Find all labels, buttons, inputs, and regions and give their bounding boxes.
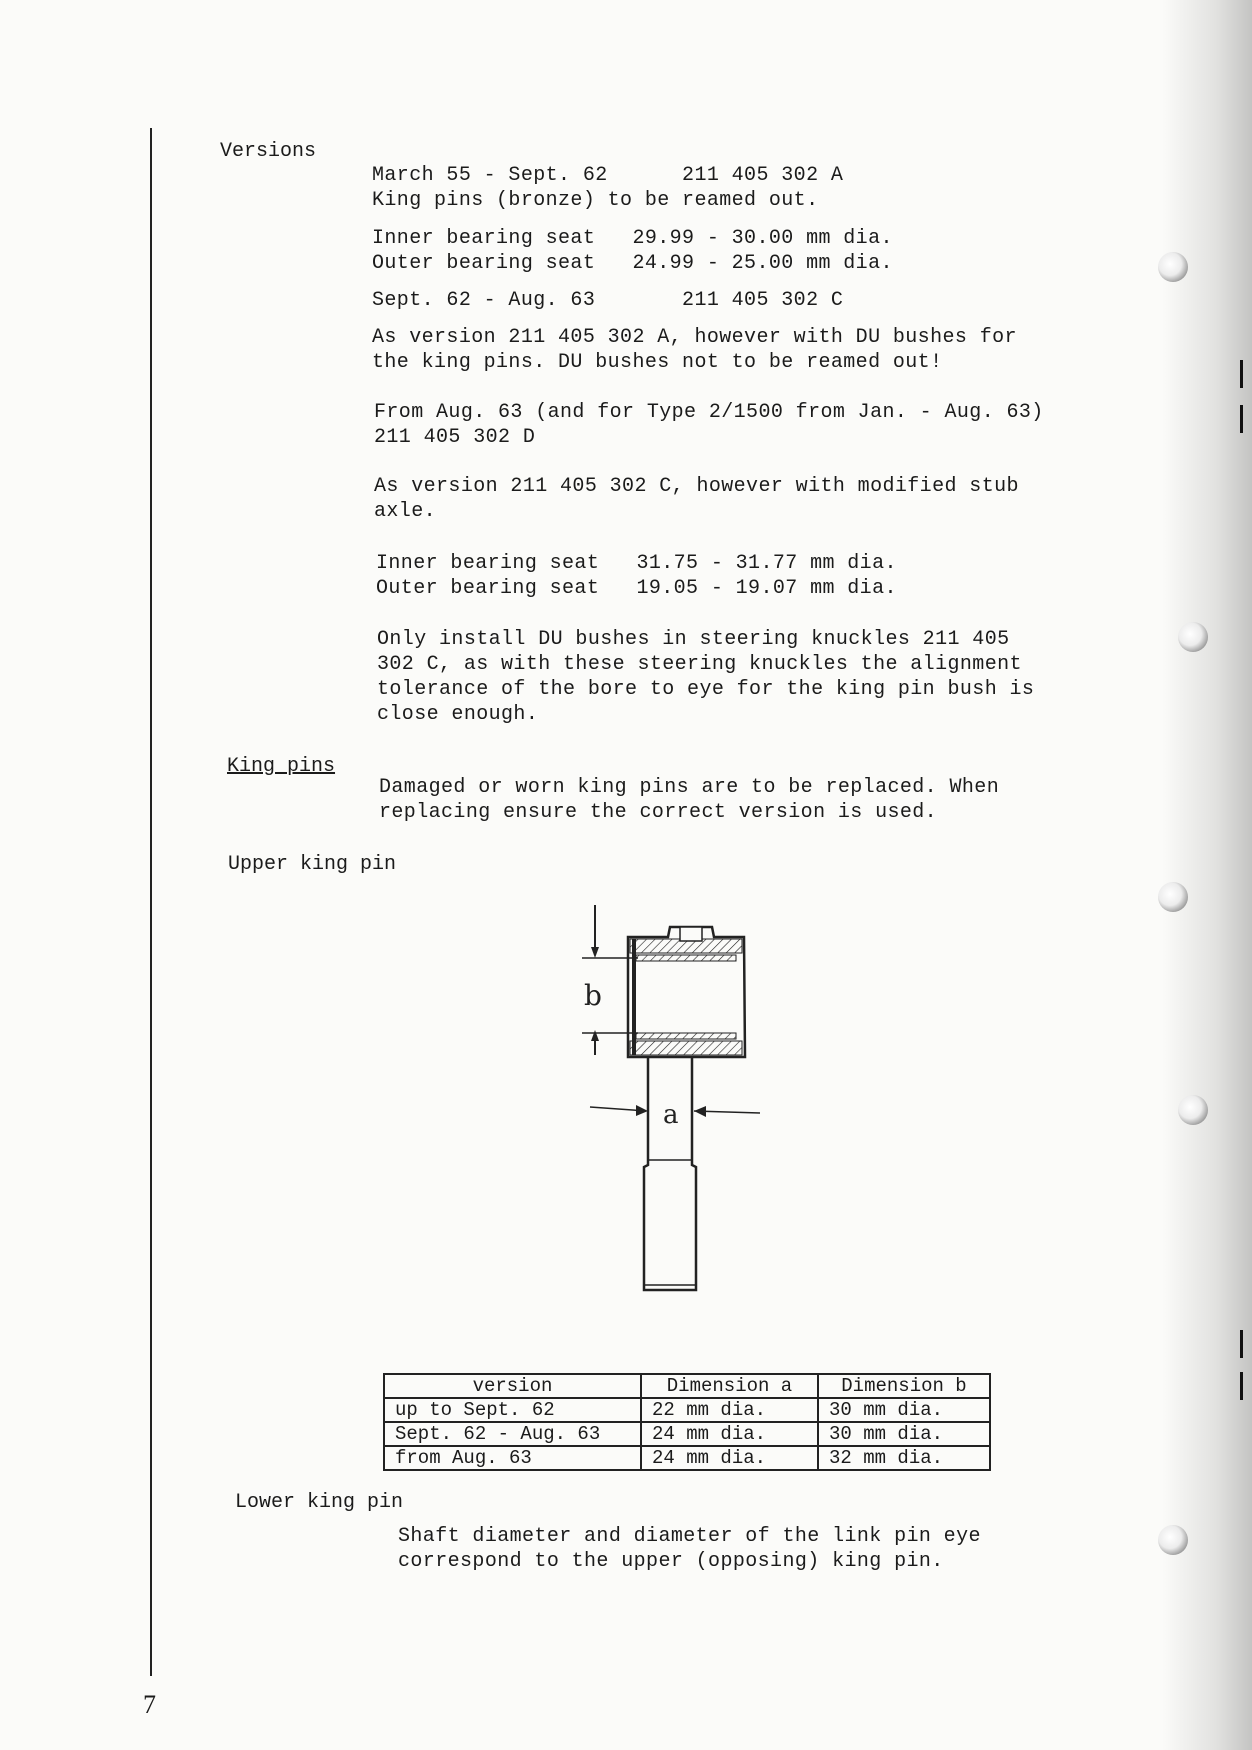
version-d-note-line: As version 211 405 302 C, however with modified stub — [374, 475, 1019, 498]
table-cell: 30 mm dia. — [818, 1398, 990, 1422]
upper-king-pin-heading: Upper king pin — [228, 853, 397, 876]
table-header-row — [384, 1374, 990, 1398]
table-cell: 24 mm dia. — [641, 1446, 818, 1470]
table-header-cell: Dimension a — [641, 1374, 818, 1398]
binder-hole — [1178, 622, 1208, 652]
lower-king-pin-text-line: Shaft diameter and diameter of the link pin eye — [398, 1525, 981, 1548]
du-bush-note-line: Only install DU bushes in steering knuckles 211 405 — [377, 628, 1010, 651]
du-bush-note-line: 302 C, as with these steering knuckles the alignment — [377, 653, 1022, 676]
margin-rule — [150, 128, 152, 1676]
table-cell: 24 mm dia. — [641, 1422, 818, 1446]
version-d-title: From Aug. 63 (and for Type 2/1500 from Jan. - Aug. 63) — [374, 401, 1044, 424]
upper-king-pin-diagram — [570, 905, 790, 1305]
version-d-outer-seat: Outer bearing seat 19.05 - 19.07 mm dia. — [376, 577, 897, 600]
version-d-note-line: axle. — [374, 500, 437, 523]
table-row — [384, 1422, 990, 1446]
binder-mark — [1240, 360, 1243, 388]
table-row — [384, 1446, 990, 1470]
lower-king-pin-text-line: correspond to the upper (opposing) king pin. — [398, 1550, 944, 1573]
table-cell: 32 mm dia. — [818, 1446, 990, 1470]
binder-hole — [1158, 882, 1188, 912]
du-bush-note-line: tolerance of the bore to eye for the king pin bush is — [377, 678, 1035, 701]
binder-hole — [1178, 1095, 1208, 1125]
table-cell: from Aug. 63 — [384, 1446, 641, 1470]
table-cell: 30 mm dia. — [818, 1422, 990, 1446]
du-bush-note-line: close enough. — [377, 703, 539, 726]
king-pin-dimensions-table — [383, 1373, 991, 1471]
lower-king-pin-heading: Lower king pin — [235, 1491, 404, 1514]
table-cell: Sept. 62 - Aug. 63 — [384, 1422, 641, 1446]
table-header-cell: Dimension b — [818, 1374, 990, 1398]
dimension-b-label: b — [584, 979, 602, 1012]
version-a-outer-seat: Outer bearing seat 24.99 - 25.00 mm dia. — [372, 252, 893, 275]
dimension-a-label: a — [663, 1100, 679, 1130]
version-a-title: March 55 - Sept. 62 211 405 302 A — [372, 164, 844, 187]
king-pins-text-line: replacing ensure the correct version is used. — [379, 801, 938, 824]
table-cell: up to Sept. 62 — [384, 1398, 641, 1422]
binder-mark — [1240, 1372, 1243, 1400]
table-header-cell: version — [384, 1374, 641, 1398]
versions-heading: Versions — [220, 140, 317, 163]
binder-mark — [1240, 405, 1243, 433]
version-d-inner-seat: Inner bearing seat 31.75 - 31.77 mm dia. — [376, 552, 897, 575]
version-d-number: 211 405 302 D — [374, 426, 536, 449]
king-pins-heading: King pins — [227, 755, 336, 778]
table-row — [384, 1398, 990, 1422]
binder-hole — [1158, 1525, 1188, 1555]
version-c-note-line: the king pins. DU bushes not to be reamed out! — [372, 351, 943, 374]
version-a-inner-seat: Inner bearing seat 29.99 - 30.00 mm dia. — [372, 227, 893, 250]
king-pins-text-line: Damaged or worn king pins are to be replaced. When — [379, 776, 1000, 799]
binder-hole — [1158, 252, 1188, 282]
version-c-title: Sept. 62 - Aug. 63 211 405 302 C — [372, 289, 844, 312]
version-a-note: King pins (bronze) to be reamed out. — [372, 189, 819, 212]
binder-mark — [1240, 1330, 1243, 1358]
page-number: 7 — [143, 1690, 156, 1719]
table-cell: 22 mm dia. — [641, 1398, 818, 1422]
version-c-note-line: As version 211 405 302 A, however with DU bushes for — [372, 326, 1017, 349]
